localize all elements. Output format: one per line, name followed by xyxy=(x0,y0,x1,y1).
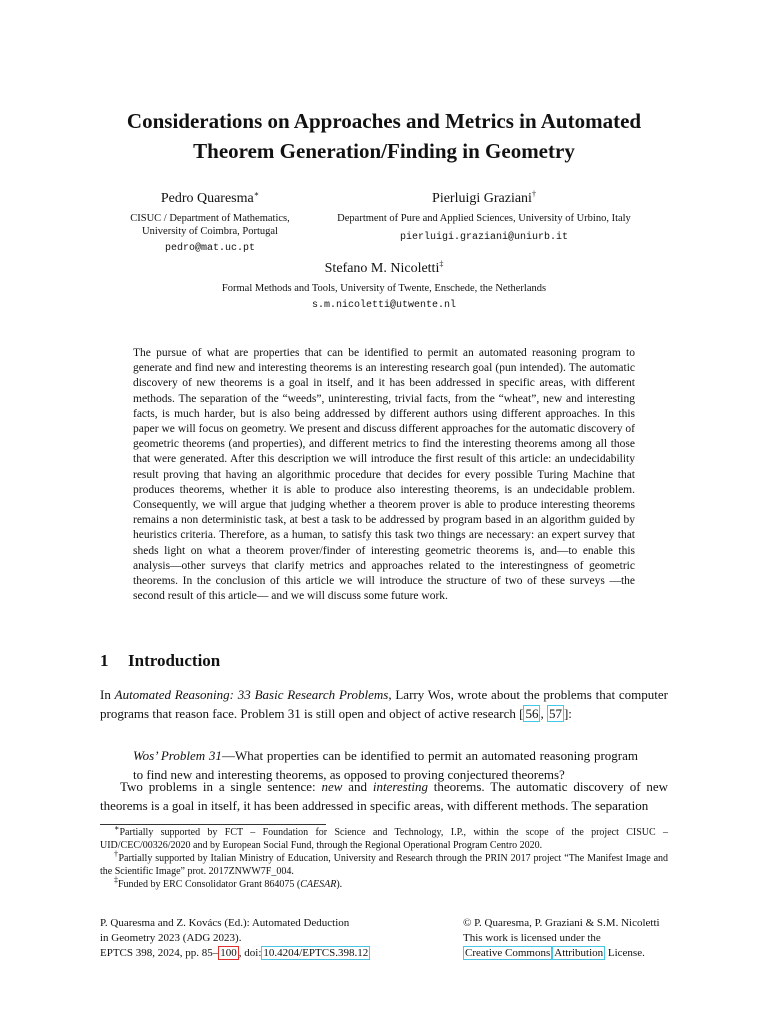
intro-paragraph-1: In Automated Reasoning: 33 Basic Research Problems, Larry Wos, wrote about the problems that computer programs that reason face. Problem 31 is still open and object of active research [ 56 , 57 ]: xyxy=(100,687,668,721)
author-email: pedro@mat.uc.pt xyxy=(164,243,255,254)
footnote-3: ‡Funded by ERC Consolidator Grant 864075 (CAESAR). xyxy=(114,875,343,890)
citation-link[interactable]: 57 xyxy=(548,706,562,721)
author-affiliation: Formal Methods and Tools, University of Twente, Enschede, the Netherlands xyxy=(221,283,547,294)
intro-paragraph-2: Two problems in a single sentence: new and interesting theorems. The automatic discovery of new theorems is a goal in itself, it has been addressed in specific areas, with different methods. The separation xyxy=(100,779,668,813)
author-email: s.m.nicoletti@utwente.nl xyxy=(311,300,457,311)
author-block-1 xyxy=(120,190,300,255)
doi-link[interactable]: 10.4204/EPTCS.398.12 xyxy=(263,947,369,959)
section-heading xyxy=(100,651,220,671)
author-name: Stefano M. Nicoletti‡ xyxy=(324,259,444,276)
footnote-2: †Partially supported by Italian Ministry of Education, University and Research through the PRIN 2017 project “The Manifest Image and the Scientific Image” prot. 2017ZNWW7F_004. xyxy=(100,849,669,877)
attribution-link[interactable]: Attribution xyxy=(554,947,604,959)
author-name: Pierluigi Graziani† xyxy=(432,189,536,206)
author-block-2 xyxy=(322,190,646,244)
quote-block: Wos’ Problem 31—What properties can be identified to permit an automated reasoning program to find new and interesting theorems, as opposed to proving conjectured theorems? xyxy=(133,748,638,782)
title-line-2: Theorem Generation/Finding in Geometry xyxy=(193,139,575,163)
abstract xyxy=(133,346,635,604)
publication-info: P. Quaresma and Z. Kovács (Ed.): Automated Deduction in Geometry 2023 (ADG 2023). EPTCS 398, 2024, pp. 85– 100 , doi: 10.4204/EPTCS.398.12 xyxy=(100,917,369,959)
creative-commons-link[interactable]: Creative Commons xyxy=(465,947,551,959)
license-info: © P. Quaresma, P. Graziani & S.M. Nicoletti This work is licensed under the Creative Commons Attribution License. xyxy=(463,917,660,959)
footnotes xyxy=(100,823,669,891)
page-link[interactable]: 100 xyxy=(220,947,237,959)
quote-label: Wos’ Problem 31 xyxy=(133,748,222,763)
title-line-1: Considerations on Approaches and Metrics in Automated xyxy=(126,109,642,133)
section-title: Introduction xyxy=(128,651,221,670)
paper-title xyxy=(60,106,708,166)
author-block-3 xyxy=(184,260,584,312)
section-number: 1 xyxy=(100,651,109,670)
footnote-rule xyxy=(100,824,326,825)
author-name: Pedro Quaresma∗ xyxy=(160,189,260,206)
book-title: Automated Reasoning: 33 Basic Research Problems xyxy=(114,687,389,702)
abstract-text: The pursue of what are properties that can be identified to permit an automated reasoning program to generate and find new and interesting theorems is an interesting research goal (pun intended). The automatic discovery of new theorems is a goal in itself, and it has been addressed in specific areas, with different methods. The separation of the “weeds”, uninteresting, trivial facts, from the “wheat”, new and interesting facts, is much harder, but is also being addressed by different authors using different approaches. In this paper we will focus on geometry. We present and discuss different approaches for the automatic discovery of geometric theorems (and properties), and different metrics to find the interesting theorems among all those that were generated. After this description we will introduce the first result of this article: an undecidability result proving that having an algorithmic procedure that decides for every possible Turing Machine that produces theorems, whether it is able to produce also interesting theorems, is an undecidable problem. Consequently, we will argue that judging whether a theorem prover is able to produce interesting theorems remains a non deterministic task, at best a task to be addressed by program based in an algorithm guided by heuristics criteria. Therefore, as a human, to satisfy this task two things are necessary: an expert survey that sheds light on what a theorem prover/finder of interesting geometric theorems is, and—to enable this analysis—other surveys that clarify metrics and approaches related to the interestingness of geometric theorems. In the conclusion of this article we will introduce the structure of two of these surveys —the second result of this article— and we will discuss some future work. xyxy=(133,347,635,603)
author-email: pierluigi.graziani@uniurb.it xyxy=(399,232,569,243)
author-affiliation: Department of Pure and Applied Sciences, University of Urbino, Italy xyxy=(337,213,631,224)
citation-link[interactable]: 56 xyxy=(525,706,539,721)
author-affiliation: CISUC / Department of Mathematics, University of Coimbra, Portugal xyxy=(130,213,290,237)
footnote-1: ∗Partially supported by FCT – Foundation for Science and Technology, I.P., within the scope of the project CISUC – UID/CEC/00326/2020 and by European Social Fund, through the Regional Operational Program Centro 2020. xyxy=(100,823,668,851)
